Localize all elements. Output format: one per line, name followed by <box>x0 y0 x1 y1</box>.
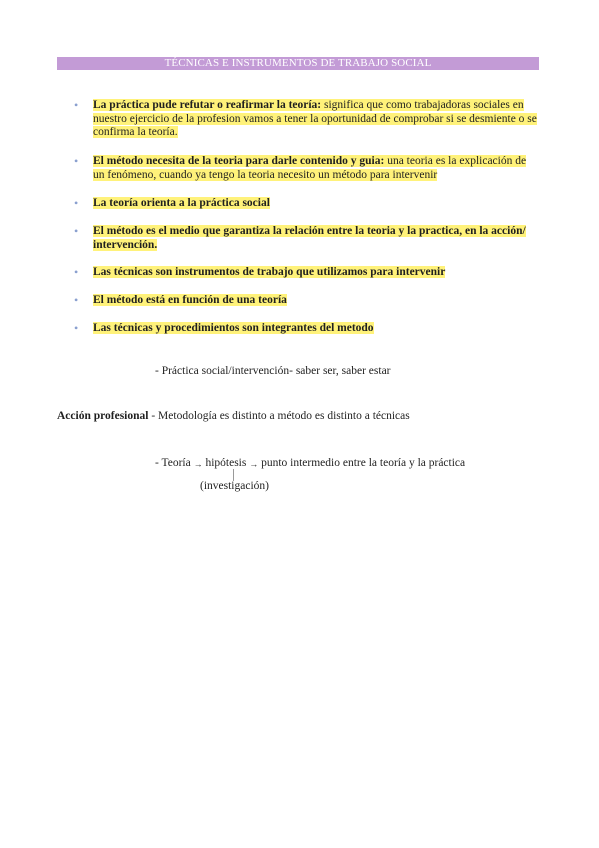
list-item <box>74 154 538 182</box>
list-item <box>74 265 538 280</box>
accion-profesional-line <box>57 409 410 423</box>
item-bold-text: El método necesita de la teoria para darle contenido y guia: <box>93 155 385 167</box>
list-item <box>74 321 538 336</box>
bullet-icon: • <box>74 293 79 307</box>
practica-line: - Práctica social/intervención- saber ser, saber estar <box>155 365 391 377</box>
item-bold-text: Las técnicas y procedimientos son integrantes del metodo <box>93 322 374 334</box>
list-item <box>74 196 538 211</box>
item-bold-text: El método es el medio que garantiza la relación entre la teoria y la practica, en la acción/ intervención. <box>93 225 526 251</box>
item-bold-text: Las técnicas son instrumentos de trabajo que utilizamos para intervenir <box>93 266 446 278</box>
arrow-right-icon: → <box>249 459 259 469</box>
punto-intermedio-text: punto intermedio entre la teoría y la práctica <box>258 457 466 469</box>
arrow-right-icon: → <box>193 459 203 469</box>
accion-label: Acción profesional <box>57 410 149 422</box>
bullet-icon: • <box>74 98 79 112</box>
item-text: una teoria es la explicación de un fenómeno, cuando ya tengo la teoria necesito un método para intervenir <box>93 155 527 181</box>
bullet-icon: • <box>74 321 79 335</box>
list-item <box>74 224 538 252</box>
hipotesis-text: hipótesis <box>202 457 247 469</box>
item-bold-text: El método está en función de una teoría <box>93 294 287 306</box>
investigacion-text: (investigación) <box>200 480 269 492</box>
bullet-icon: • <box>74 154 79 168</box>
list-item <box>74 293 538 308</box>
bullet-icon: • <box>74 265 79 279</box>
list-item <box>74 98 538 140</box>
bullet-icon: • <box>74 196 79 210</box>
teoria-text: - Teoría <box>155 457 191 469</box>
bullet-icon: • <box>74 224 79 238</box>
item-text: significa que como trabajadoras sociales en nuestro ejercicio de la profesion vamos a tener la oportunidad de comprobar si se desmiente o se confirma la teoría. <box>93 99 537 139</box>
item-bold-text: La teoría orienta a la práctica social <box>93 197 270 209</box>
document-title: TÉCNICAS E INSTRUMENTOS DE TRABAJO SOCIAL <box>57 57 539 70</box>
accion-text: - Metodología es distinto a método es distinto a técnicas <box>148 410 410 422</box>
item-bold-text: La práctica pude refutar o reafirmar la teoría: <box>93 99 322 111</box>
teoria-line <box>155 456 465 470</box>
